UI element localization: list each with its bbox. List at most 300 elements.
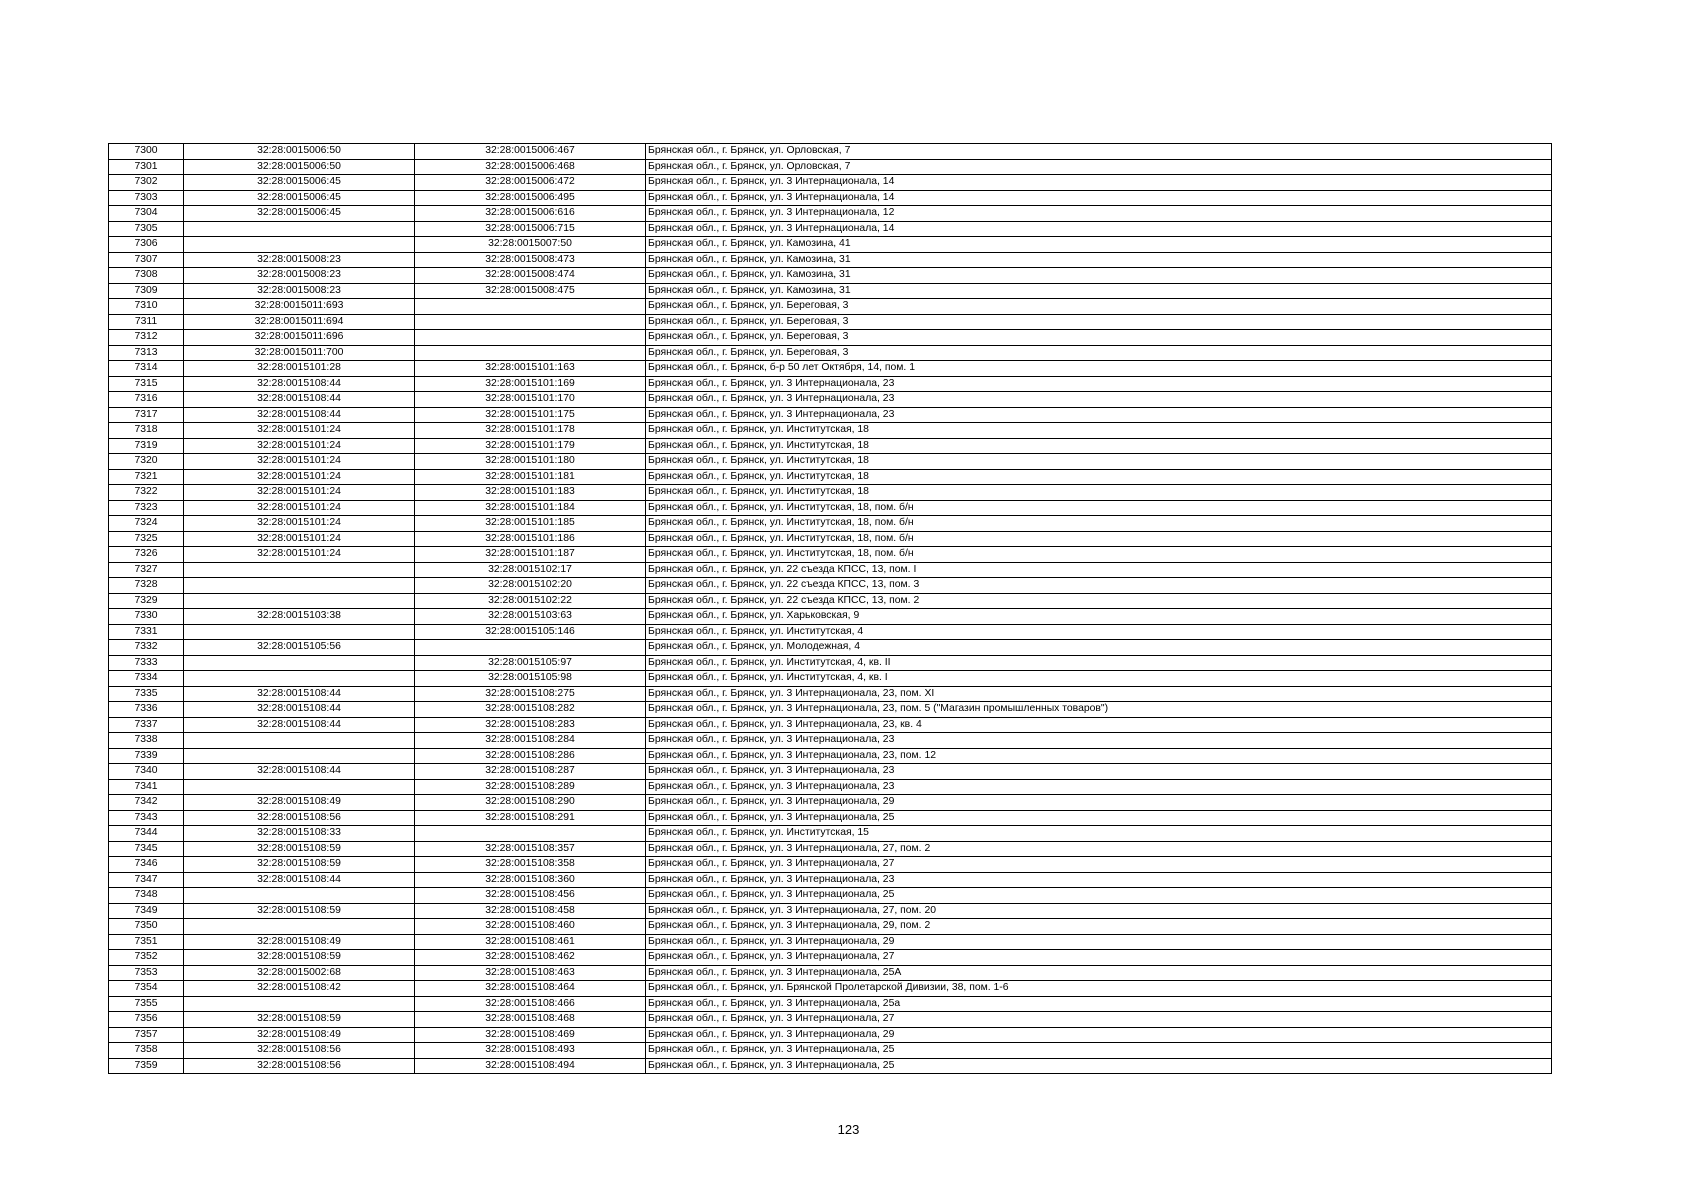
table-row — [109, 283, 1552, 299]
parent-cadastral-number-cell: 32:28:0015101:28 — [184, 361, 415, 377]
parent-cadastral-number-cell: 32:28:0015108:44 — [184, 717, 415, 733]
table-row — [109, 717, 1552, 733]
row-number-cell: 7301 — [109, 159, 184, 175]
address-cell: Брянская обл., г. Брянск, ул. 3 Интернационала, 29 — [646, 1027, 1552, 1043]
parent-cadastral-number-cell: 32:28:0015108:44 — [184, 702, 415, 718]
parent-cadastral-number-cell: 32:28:0015101:24 — [184, 469, 415, 485]
cadastral-number-cell: 32:28:0015108:282 — [415, 702, 646, 718]
table-row — [109, 206, 1552, 222]
address-cell: Брянская обл., г. Брянск, ул. Институтская, 18, пом. б/н — [646, 500, 1552, 516]
cadastral-number-cell — [415, 826, 646, 842]
row-number-cell: 7322 — [109, 485, 184, 501]
table-row — [109, 407, 1552, 423]
cadastral-number-cell: 32:28:0015008:475 — [415, 283, 646, 299]
parent-cadastral-number-cell: 32:28:0015101:24 — [184, 485, 415, 501]
table-row — [109, 1027, 1552, 1043]
table-row — [109, 299, 1552, 315]
cadastral-number-cell: 32:28:0015108:283 — [415, 717, 646, 733]
cadastral-number-cell — [415, 345, 646, 361]
address-cell: Брянская обл., г. Брянск, ул. Молодежная, 4 — [646, 640, 1552, 656]
cadastral-number-cell: 32:28:0015108:284 — [415, 733, 646, 749]
row-number-cell: 7356 — [109, 1012, 184, 1028]
address-cell: Брянская обл., г. Брянск, ул. Институтская, 18, пом. б/н — [646, 547, 1552, 563]
cadastral-number-cell: 32:28:0015108:468 — [415, 1012, 646, 1028]
cadastral-number-cell: 32:28:0015108:291 — [415, 810, 646, 826]
parent-cadastral-number-cell: 32:28:0015108:44 — [184, 407, 415, 423]
cadastral-number-cell: 32:28:0015108:287 — [415, 764, 646, 780]
address-cell: Брянская обл., г. Брянск, ул. 3 Интернационала, 23 — [646, 407, 1552, 423]
address-cell: Брянская обл., г. Брянск, ул. 3 Интернационала, 29, пом. 2 — [646, 919, 1552, 935]
cadastral-number-cell: 32:28:0015008:473 — [415, 252, 646, 268]
address-cell: Брянская обл., г. Брянск, ул. Институтская, 15 — [646, 826, 1552, 842]
table-row — [109, 190, 1552, 206]
cadastral-number-cell: 32:28:0015102:20 — [415, 578, 646, 594]
row-number-cell: 7308 — [109, 268, 184, 284]
table-row — [109, 485, 1552, 501]
table-row — [109, 779, 1552, 795]
row-number-cell: 7305 — [109, 221, 184, 237]
parent-cadastral-number-cell — [184, 996, 415, 1012]
cadastral-number-cell: 32:28:0015108:460 — [415, 919, 646, 935]
cadastral-number-cell: 32:28:0015101:183 — [415, 485, 646, 501]
parent-cadastral-number-cell: 32:28:0015011:700 — [184, 345, 415, 361]
cadastral-number-cell: 32:28:0015006:715 — [415, 221, 646, 237]
table-row — [109, 175, 1552, 191]
parent-cadastral-number-cell: 32:28:0015101:24 — [184, 547, 415, 563]
table-row — [109, 950, 1552, 966]
cadastral-number-cell: 32:28:0015101:180 — [415, 454, 646, 470]
row-number-cell: 7352 — [109, 950, 184, 966]
table-row — [109, 330, 1552, 346]
row-number-cell: 7347 — [109, 872, 184, 888]
row-number-cell: 7333 — [109, 655, 184, 671]
cadastral-number-cell: 32:28:0015108:289 — [415, 779, 646, 795]
parent-cadastral-number-cell — [184, 888, 415, 904]
row-number-cell: 7304 — [109, 206, 184, 222]
parent-cadastral-number-cell: 32:28:0015105:56 — [184, 640, 415, 656]
parent-cadastral-number-cell — [184, 237, 415, 253]
row-number-cell: 7311 — [109, 314, 184, 330]
parent-cadastral-number-cell: 32:28:0015101:24 — [184, 500, 415, 516]
row-number-cell: 7348 — [109, 888, 184, 904]
table-row — [109, 934, 1552, 950]
row-number-cell: 7354 — [109, 981, 184, 997]
table-row — [109, 919, 1552, 935]
parent-cadastral-number-cell: 32:28:0015006:45 — [184, 190, 415, 206]
parent-cadastral-number-cell: 32:28:0015006:50 — [184, 159, 415, 175]
table-row — [109, 376, 1552, 392]
address-cell: Брянская обл., г. Брянск, ул. 3 Интернационала, 23 — [646, 733, 1552, 749]
table-row — [109, 748, 1552, 764]
row-number-cell: 7317 — [109, 407, 184, 423]
parent-cadastral-number-cell: 32:28:0015108:44 — [184, 764, 415, 780]
parent-cadastral-number-cell: 32:28:0015108:56 — [184, 1058, 415, 1074]
table-row — [109, 1058, 1552, 1074]
cadastral-number-cell: 32:28:0015006:616 — [415, 206, 646, 222]
cadastral-number-cell: 32:28:0015108:286 — [415, 748, 646, 764]
table-row — [109, 361, 1552, 377]
row-number-cell: 7336 — [109, 702, 184, 718]
address-cell: Брянская обл., г. Брянск, ул. 3 Интернационала, 23 — [646, 872, 1552, 888]
address-cell: Брянская обл., г. Брянск, ул. 3 Интернационала, 25 — [646, 888, 1552, 904]
table-row — [109, 593, 1552, 609]
address-cell: Брянская обл., г. Брянск, ул. 3 Интернационала, 23, пом. 12 — [646, 748, 1552, 764]
parent-cadastral-number-cell — [184, 779, 415, 795]
cadastral-number-cell: 32:28:0015101:187 — [415, 547, 646, 563]
address-cell: Брянская обл., г. Брянск, ул. 3 Интернационала, 23, пом. XI — [646, 686, 1552, 702]
address-cell: Брянская обл., г. Брянск, ул. 3 Интернационала, 25 — [646, 810, 1552, 826]
parent-cadastral-number-cell — [184, 593, 415, 609]
cadastral-number-cell: 32:28:0015101:179 — [415, 438, 646, 454]
row-number-cell: 7342 — [109, 795, 184, 811]
row-number-cell: 7321 — [109, 469, 184, 485]
table-row — [109, 500, 1552, 516]
parent-cadastral-number-cell — [184, 578, 415, 594]
parent-cadastral-number-cell: 32:28:0015101:24 — [184, 516, 415, 532]
table-row — [109, 965, 1552, 981]
address-cell: Брянская обл., г. Брянск, ул. 3 Интернационала, 27, пом. 2 — [646, 841, 1552, 857]
row-number-cell: 7307 — [109, 252, 184, 268]
row-number-cell: 7332 — [109, 640, 184, 656]
row-number-cell: 7302 — [109, 175, 184, 191]
page-number: 123 — [837, 1122, 860, 1137]
address-cell: Брянская обл., г. Брянск, ул. Институтская, 4, кв. II — [646, 655, 1552, 671]
parent-cadastral-number-cell: 32:28:0015002:68 — [184, 965, 415, 981]
address-cell: Брянская обл., г. Брянск, ул. 3 Интернационала, 29 — [646, 934, 1552, 950]
cadastral-number-cell: 32:28:0015108:456 — [415, 888, 646, 904]
parent-cadastral-number-cell — [184, 655, 415, 671]
table-row — [109, 516, 1552, 532]
row-number-cell: 7326 — [109, 547, 184, 563]
address-cell: Брянская обл., г. Брянск, ул. 3 Интернационала, 25 — [646, 1043, 1552, 1059]
parent-cadastral-number-cell: 32:28:0015006:50 — [184, 144, 415, 160]
address-cell: Брянская обл., г. Брянск, ул. 3 Интернационала, 27 — [646, 1012, 1552, 1028]
row-number-cell: 7349 — [109, 903, 184, 919]
address-cell: Брянская обл., г. Брянск, ул. Береговая, 3 — [646, 299, 1552, 315]
row-number-cell: 7325 — [109, 531, 184, 547]
address-cell: Брянская обл., г. Брянск, ул. Институтская, 4, кв. I — [646, 671, 1552, 687]
table-row — [109, 438, 1552, 454]
address-cell: Брянская обл., г. Брянск, ул. Институтская, 18, пом. б/н — [646, 531, 1552, 547]
row-number-cell: 7351 — [109, 934, 184, 950]
row-number-cell: 7340 — [109, 764, 184, 780]
table-row — [109, 578, 1552, 594]
row-number-cell: 7353 — [109, 965, 184, 981]
address-cell: Брянская обл., г. Брянск, ул. Харьковская, 9 — [646, 609, 1552, 625]
parent-cadastral-number-cell: 32:28:0015101:24 — [184, 454, 415, 470]
row-number-cell: 7331 — [109, 624, 184, 640]
address-cell: Брянская обл., г. Брянск, ул. Институтская, 18, пом. б/н — [646, 516, 1552, 532]
cadastral-number-cell: 32:28:0015108:469 — [415, 1027, 646, 1043]
cadastral-number-cell: 32:28:0015008:474 — [415, 268, 646, 284]
address-cell: Брянская обл., г. Брянск, ул. 3 Интернационала, 23, пом. 5 ("Магазин промышленных товаров") — [646, 702, 1552, 718]
row-number-cell: 7327 — [109, 562, 184, 578]
address-cell: Брянская обл., г. Брянск, ул. Орловская, 7 — [646, 144, 1552, 160]
table-row — [109, 562, 1552, 578]
cadastral-number-cell: 32:28:0015108:494 — [415, 1058, 646, 1074]
table-row — [109, 423, 1552, 439]
table-row — [109, 547, 1552, 563]
table-row — [109, 872, 1552, 888]
parent-cadastral-number-cell: 32:28:0015108:56 — [184, 1043, 415, 1059]
cadastral-number-cell — [415, 640, 646, 656]
cadastral-number-cell: 32:28:0015105:98 — [415, 671, 646, 687]
address-cell: Брянская обл., г. Брянск, ул. 3 Интернационала, 23 — [646, 764, 1552, 780]
cadastral-number-cell: 32:28:0015101:175 — [415, 407, 646, 423]
cadastral-number-cell: 32:28:0015102:17 — [415, 562, 646, 578]
row-number-cell: 7335 — [109, 686, 184, 702]
table-row — [109, 345, 1552, 361]
table-row — [109, 686, 1552, 702]
table-row — [109, 655, 1552, 671]
parent-cadastral-number-cell — [184, 562, 415, 578]
table-row — [109, 469, 1552, 485]
address-cell: Брянская обл., г. Брянск, ул. Камозина, 31 — [646, 268, 1552, 284]
registry-table — [108, 143, 1552, 1074]
address-cell: Брянская обл., г. Брянск, ул. Институтская, 4 — [646, 624, 1552, 640]
cadastral-number-cell: 32:28:0015006:468 — [415, 159, 646, 175]
row-number-cell: 7314 — [109, 361, 184, 377]
address-cell: Брянская обл., г. Брянск, ул. Орловская, 7 — [646, 159, 1552, 175]
row-number-cell: 7338 — [109, 733, 184, 749]
row-number-cell: 7315 — [109, 376, 184, 392]
address-cell: Брянская обл., г. Брянск, ул. Береговая, 3 — [646, 314, 1552, 330]
cadastral-number-cell: 32:28:0015101:170 — [415, 392, 646, 408]
address-cell: Брянская обл., г. Брянск, ул. 3 Интернационала, 27 — [646, 857, 1552, 873]
table-row — [109, 1012, 1552, 1028]
table-row — [109, 624, 1552, 640]
parent-cadastral-number-cell: 32:28:0015011:693 — [184, 299, 415, 315]
table-row — [109, 268, 1552, 284]
parent-cadastral-number-cell: 32:28:0015108:49 — [184, 1027, 415, 1043]
table-row — [109, 857, 1552, 873]
parent-cadastral-number-cell: 32:28:0015108:59 — [184, 841, 415, 857]
parent-cadastral-number-cell: 32:28:0015103:38 — [184, 609, 415, 625]
table-row — [109, 609, 1552, 625]
address-cell: Брянская обл., г. Брянск, ул. 3 Интернационала, 27, пом. 20 — [646, 903, 1552, 919]
parent-cadastral-number-cell: 32:28:0015108:49 — [184, 795, 415, 811]
parent-cadastral-number-cell — [184, 221, 415, 237]
cadastral-number-cell: 32:28:0015108:458 — [415, 903, 646, 919]
parent-cadastral-number-cell: 32:28:0015101:24 — [184, 531, 415, 547]
cadastral-number-cell: 32:28:0015101:184 — [415, 500, 646, 516]
parent-cadastral-number-cell — [184, 671, 415, 687]
address-cell: Брянская обл., г. Брянск, ул. 3 Интернационала, 14 — [646, 221, 1552, 237]
cadastral-number-cell: 32:28:0015006:495 — [415, 190, 646, 206]
cadastral-number-cell: 32:28:0015007:50 — [415, 237, 646, 253]
address-cell: Брянская обл., г. Брянск, ул. 3 Интернационала, 25А — [646, 965, 1552, 981]
table-row — [109, 314, 1552, 330]
cadastral-number-cell — [415, 314, 646, 330]
parent-cadastral-number-cell: 32:28:0015108:44 — [184, 392, 415, 408]
row-number-cell: 7344 — [109, 826, 184, 842]
address-cell: Брянская обл., г. Брянск, ул. 3 Интернационала, 29 — [646, 795, 1552, 811]
row-number-cell: 7343 — [109, 810, 184, 826]
cadastral-number-cell — [415, 299, 646, 315]
parent-cadastral-number-cell: 32:28:0015108:59 — [184, 950, 415, 966]
table-row — [109, 903, 1552, 919]
cadastral-number-cell: 32:28:0015108:275 — [415, 686, 646, 702]
address-cell: Брянская обл., г. Брянск, ул. Камозина, 31 — [646, 283, 1552, 299]
address-cell: Брянская обл., г. Брянск, ул. 3 Интернационала, 23 — [646, 376, 1552, 392]
cadastral-number-cell: 32:28:0015103:63 — [415, 609, 646, 625]
address-cell: Брянская обл., г. Брянск, ул. Институтская, 18 — [646, 438, 1552, 454]
row-number-cell: 7318 — [109, 423, 184, 439]
row-number-cell: 7306 — [109, 237, 184, 253]
parent-cadastral-number-cell: 32:28:0015101:24 — [184, 423, 415, 439]
address-cell: Брянская обл., г. Брянск, ул. Институтская, 18 — [646, 423, 1552, 439]
cadastral-number-cell: 32:28:0015108:463 — [415, 965, 646, 981]
row-number-cell: 7316 — [109, 392, 184, 408]
address-cell: Брянская обл., г. Брянск, ул. Институтская, 18 — [646, 454, 1552, 470]
parent-cadastral-number-cell: 32:28:0015108:56 — [184, 810, 415, 826]
parent-cadastral-number-cell — [184, 733, 415, 749]
address-cell: Брянская обл., г. Брянск, ул. Береговая, 3 — [646, 345, 1552, 361]
parent-cadastral-number-cell: 32:28:0015108:44 — [184, 872, 415, 888]
table-row — [109, 392, 1552, 408]
address-cell: Брянская обл., г. Брянск, ул. 3 Интернационала, 14 — [646, 175, 1552, 191]
address-cell: Брянская обл., г. Брянск, ул. 3 Интернационала, 25а — [646, 996, 1552, 1012]
table-row — [109, 996, 1552, 1012]
address-cell: Брянская обл., г. Брянск, ул. Институтская, 18 — [646, 469, 1552, 485]
parent-cadastral-number-cell — [184, 748, 415, 764]
parent-cadastral-number-cell: 32:28:0015108:42 — [184, 981, 415, 997]
table-row — [109, 795, 1552, 811]
row-number-cell: 7329 — [109, 593, 184, 609]
cadastral-number-cell: 32:28:0015105:97 — [415, 655, 646, 671]
cadastral-number-cell: 32:28:0015006:472 — [415, 175, 646, 191]
table-row — [109, 981, 1552, 997]
table-row — [109, 764, 1552, 780]
cadastral-number-cell: 32:28:0015108:464 — [415, 981, 646, 997]
address-cell: Брянская обл., г. Брянск, ул. 3 Интернационала, 23 — [646, 779, 1552, 795]
cadastral-number-cell: 32:28:0015102:22 — [415, 593, 646, 609]
parent-cadastral-number-cell: 32:28:0015108:59 — [184, 1012, 415, 1028]
row-number-cell: 7339 — [109, 748, 184, 764]
row-number-cell: 7337 — [109, 717, 184, 733]
table-row — [109, 144, 1552, 160]
row-number-cell: 7341 — [109, 779, 184, 795]
cadastral-number-cell: 32:28:0015101:169 — [415, 376, 646, 392]
address-cell: Брянская обл., г. Брянск, ул. Камозина, 31 — [646, 252, 1552, 268]
parent-cadastral-number-cell — [184, 919, 415, 935]
cadastral-number-cell: 32:28:0015108:290 — [415, 795, 646, 811]
parent-cadastral-number-cell: 32:28:0015006:45 — [184, 175, 415, 191]
address-cell: Брянская обл., г. Брянск, ул. 3 Интернационала, 23 — [646, 392, 1552, 408]
table-row — [109, 671, 1552, 687]
row-number-cell: 7300 — [109, 144, 184, 160]
cadastral-number-cell: 32:28:0015101:178 — [415, 423, 646, 439]
row-number-cell: 7320 — [109, 454, 184, 470]
address-cell: Брянская обл., г. Брянск, ул. Камозина, 41 — [646, 237, 1552, 253]
row-number-cell: 7310 — [109, 299, 184, 315]
row-number-cell: 7355 — [109, 996, 184, 1012]
table-row — [109, 810, 1552, 826]
table-row — [109, 252, 1552, 268]
address-cell: Брянская обл., г. Брянск, ул. 3 Интернационала, 12 — [646, 206, 1552, 222]
row-number-cell: 7357 — [109, 1027, 184, 1043]
row-number-cell: 7358 — [109, 1043, 184, 1059]
parent-cadastral-number-cell: 32:28:0015011:694 — [184, 314, 415, 330]
table-row — [109, 531, 1552, 547]
parent-cadastral-number-cell: 32:28:0015008:23 — [184, 268, 415, 284]
cadastral-number-cell: 32:28:0015108:461 — [415, 934, 646, 950]
cadastral-number-cell: 32:28:0015108:358 — [415, 857, 646, 873]
row-number-cell: 7313 — [109, 345, 184, 361]
address-cell: Брянская обл., г. Брянск, ул. 22 съезда КПСС, 13, пом. 2 — [646, 593, 1552, 609]
cadastral-number-cell: 32:28:0015108:466 — [415, 996, 646, 1012]
address-cell: Брянская обл., г. Брянск, ул. 3 Интернационала, 27 — [646, 950, 1552, 966]
cadastral-number-cell: 32:28:0015108:360 — [415, 872, 646, 888]
parent-cadastral-number-cell: 32:28:0015108:44 — [184, 686, 415, 702]
table-row — [109, 888, 1552, 904]
cadastral-number-cell: 32:28:0015108:357 — [415, 841, 646, 857]
address-cell: Брянская обл., г. Брянск, ул. 3 Интернационала, 23, кв. 4 — [646, 717, 1552, 733]
row-number-cell: 7319 — [109, 438, 184, 454]
table-row — [109, 733, 1552, 749]
row-number-cell: 7350 — [109, 919, 184, 935]
cadastral-number-cell: 32:28:0015101:181 — [415, 469, 646, 485]
parent-cadastral-number-cell: 32:28:0015108:59 — [184, 857, 415, 873]
address-cell: Брянская обл., г. Брянск, ул. Брянской Пролетарской Дивизии, 38, пом. 1-6 — [646, 981, 1552, 997]
cadastral-number-cell: 32:28:0015101:185 — [415, 516, 646, 532]
address-cell: Брянская обл., г. Брянск, ул. Береговая, 3 — [646, 330, 1552, 346]
row-number-cell: 7346 — [109, 857, 184, 873]
row-number-cell: 7345 — [109, 841, 184, 857]
parent-cadastral-number-cell: 32:28:0015108:49 — [184, 934, 415, 950]
row-number-cell: 7303 — [109, 190, 184, 206]
address-cell: Брянская обл., г. Брянск, ул. 22 съезда КПСС, 13, пом. 3 — [646, 578, 1552, 594]
table-row — [109, 1043, 1552, 1059]
table-row — [109, 826, 1552, 842]
row-number-cell: 7324 — [109, 516, 184, 532]
cadastral-number-cell: 32:28:0015108:493 — [415, 1043, 646, 1059]
table-row — [109, 221, 1552, 237]
parent-cadastral-number-cell: 32:28:0015108:44 — [184, 376, 415, 392]
address-cell: Брянская обл., г. Брянск, ул. Институтская, 18 — [646, 485, 1552, 501]
cadastral-number-cell: 32:28:0015105:146 — [415, 624, 646, 640]
row-number-cell: 7312 — [109, 330, 184, 346]
row-number-cell: 7309 — [109, 283, 184, 299]
cadastral-number-cell: 32:28:0015108:462 — [415, 950, 646, 966]
table-row — [109, 702, 1552, 718]
parent-cadastral-number-cell: 32:28:0015108:33 — [184, 826, 415, 842]
parent-cadastral-number-cell: 32:28:0015008:23 — [184, 252, 415, 268]
table-row — [109, 237, 1552, 253]
registry-table-body — [109, 144, 1552, 1074]
row-number-cell: 7334 — [109, 671, 184, 687]
row-number-cell: 7323 — [109, 500, 184, 516]
parent-cadastral-number-cell: 32:28:0015108:59 — [184, 903, 415, 919]
cadastral-number-cell — [415, 330, 646, 346]
address-cell: Брянская обл., г. Брянск, б-р 50 лет Октября, 14, пом. 1 — [646, 361, 1552, 377]
parent-cadastral-number-cell — [184, 624, 415, 640]
table-row — [109, 841, 1552, 857]
row-number-cell: 7359 — [109, 1058, 184, 1074]
table-row — [109, 640, 1552, 656]
address-cell: Брянская обл., г. Брянск, ул. 3 Интернационала, 25 — [646, 1058, 1552, 1074]
cadastral-number-cell: 32:28:0015101:163 — [415, 361, 646, 377]
parent-cadastral-number-cell: 32:28:0015006:45 — [184, 206, 415, 222]
address-cell: Брянская обл., г. Брянск, ул. 22 съезда КПСС, 13, пом. I — [646, 562, 1552, 578]
table-row — [109, 159, 1552, 175]
address-cell: Брянская обл., г. Брянск, ул. 3 Интернационала, 14 — [646, 190, 1552, 206]
row-number-cell: 7330 — [109, 609, 184, 625]
row-number-cell: 7328 — [109, 578, 184, 594]
parent-cadastral-number-cell: 32:28:0015011:696 — [184, 330, 415, 346]
parent-cadastral-number-cell: 32:28:0015101:24 — [184, 438, 415, 454]
table-row — [109, 454, 1552, 470]
